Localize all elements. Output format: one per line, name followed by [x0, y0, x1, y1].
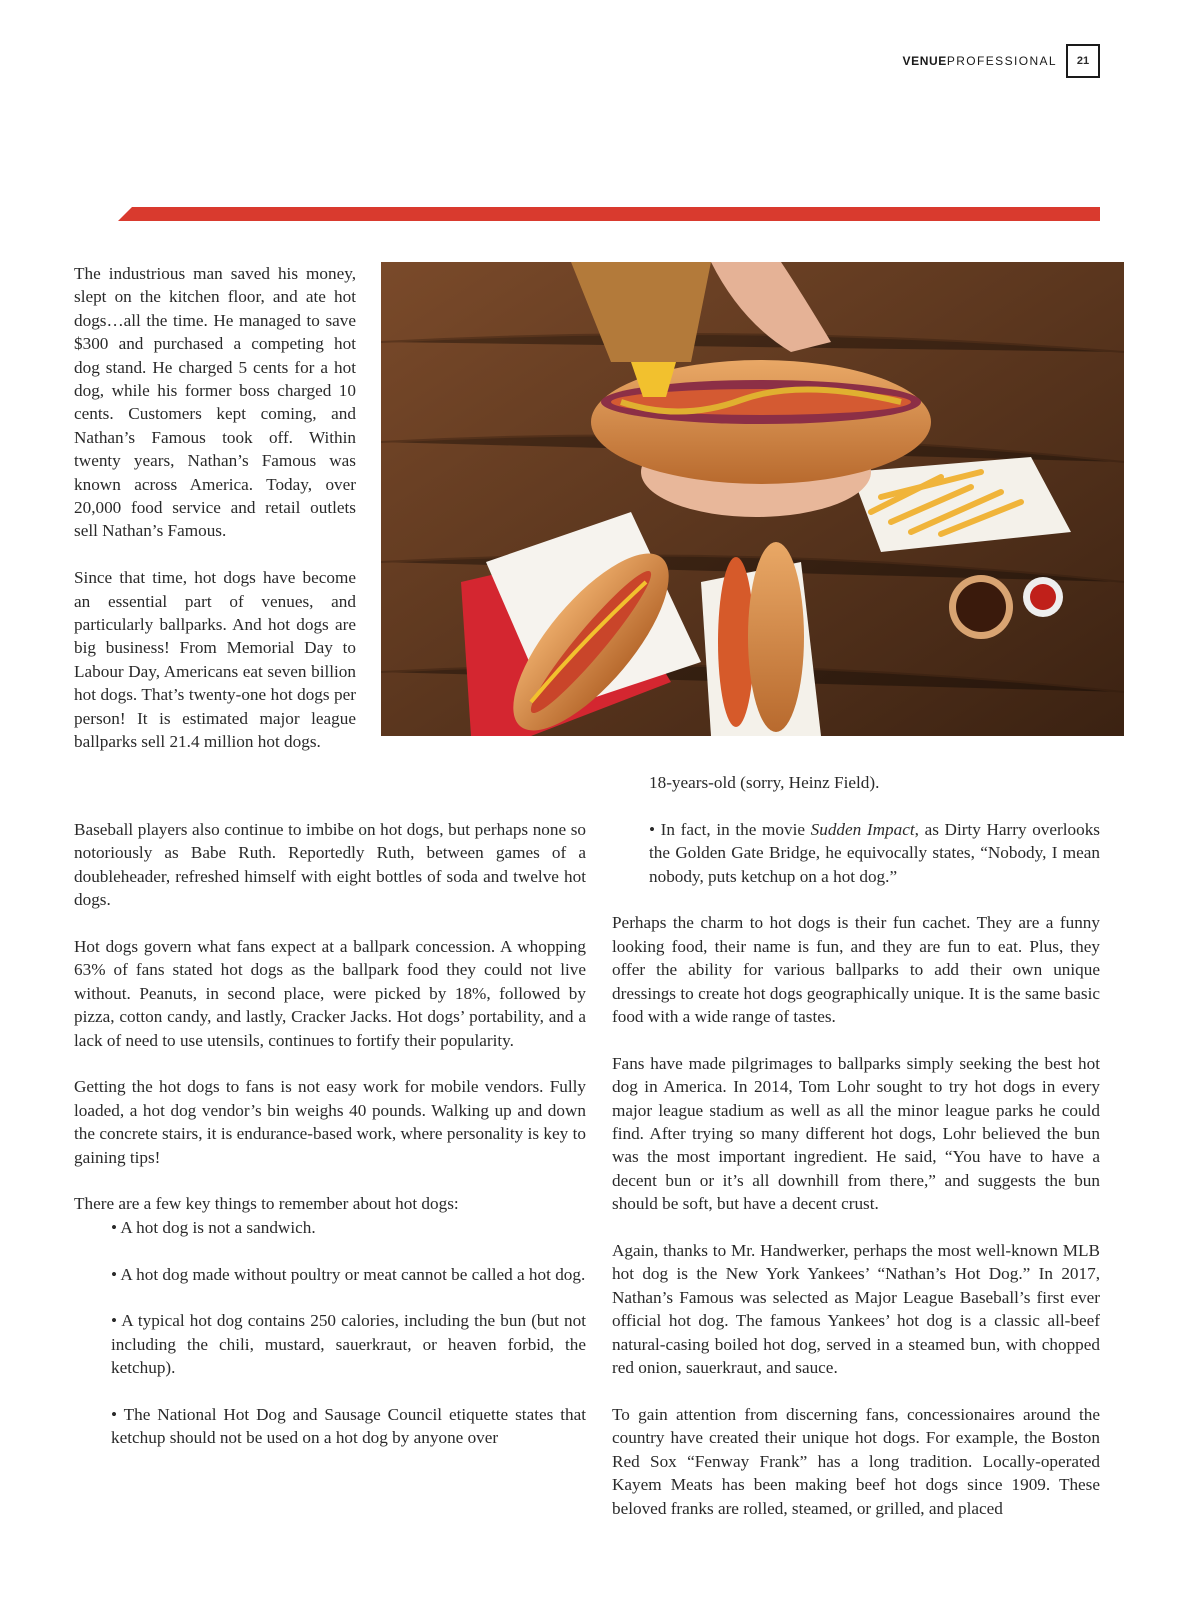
bullet-item: [612, 818, 1100, 888]
bullet-item: • A typical hot dog contains 250 calories, including the bun (but not including the chili, mustard, sauerkraut, or heaven forbid, the ketchup).: [111, 1311, 586, 1378]
masthead-subtitle: PROFESSIONAL: [946, 54, 1057, 68]
bullet-continuation: 18-years-old (sorry, Heinz Field).: [649, 773, 880, 792]
hot-dogs-photo: [381, 262, 1124, 736]
left-column-top: [74, 262, 356, 754]
paragraph: Getting the hot dogs to fans is not easy work for mobile vendors. Fully loaded, a hot dog vendor’s bin weighs 40 pounds. Walking up and down the concrete stairs, it is endurance-based work, where personality is key to gaining tips!: [74, 1077, 586, 1167]
bullet-text: , as Dirty Harry overlooks the Golden Gate Bridge, he equivocally states, “Nobody, I mean nobody, puts ketchup on a hot dog.”: [649, 819, 1100, 886]
movie-title: Sudden Impact: [810, 819, 915, 839]
red-accent-bar: [118, 207, 1100, 221]
page-number: 21: [1066, 44, 1100, 78]
bullet-text: • In fact, in the movie: [649, 819, 811, 839]
bullet-item: • A hot dog is not a sandwich.: [111, 1217, 316, 1237]
paragraph: Again, thanks to Mr. Handwerker, perhaps the most well-known MLB hot dog is the New York Yankees’ “Nathan’s Hot Dog.” In 2017, Nathan’s Famous was selected as Major League Baseball’s first ever official hot dog. The famous Yankees’ hot dog is a classic all-beef natural-casing boiled hot dog, served in a steamed bun, with chopped red onion, sauerkraut, and sauce.: [612, 1241, 1100, 1378]
paragraph: Hot dogs govern what fans expect at a ballpark concession. A whopping 63% of fans stated hot dogs as the ballpark food they could not live without. Peanuts, in second place, were picked by 18%, followed by pizza, cotton candy, and lastly, Cracker Jacks. Hot dogs’ portability, and a lack of need to use utensils, continues to fortify their popularity.: [74, 937, 586, 1050]
paragraph: To gain attention from discerning fans, concessionaires around the country have created their unique hot dogs. For example, the Boston Red Sox “Fenway Frank” has a long tradition. Locally-operated Kayem Meats has been making beef hot dogs since 1909. These beloved franks are rolled, steamed, or grilled, and placed: [612, 1404, 1100, 1518]
masthead-brand: VENUE: [902, 54, 947, 68]
paragraph: Fans have made pilgrimages to ballparks simply seeking the best hot dog in America. In 2014, Tom Lohr sought to try hot dogs in every major league stadium as well as all the minor league parks he could find. After trying so many different hot dogs, Lohr believed the bun was the most important ingredient. He said, “You have to have a decent bun or it’s all downhill from there,” and suggests the bun should be soft, but have a decent crust.: [612, 1053, 1100, 1214]
paragraph: There are a few key things to remember about hot dogs:: [74, 1194, 459, 1214]
paragraph: Perhaps the charm to hot dogs is their fun cachet. They are a funny looking food, their name is fun, and they are fun to eat. Plus, they offer the ability for various ballparks to add their own unique dressings to create hot dogs geographically unique. It is the same basic food with a wide range of tastes.: [612, 913, 1100, 1027]
left-column-bottom: [74, 818, 586, 1450]
paragraph: Since that time, hot dogs have become an essential part of venues, and particularly ballparks. And hot dogs are big business! From Memorial Day to Labour Day, Americans eat seven billion hot dogs. That’s twenty-one hot dogs per person! It is estimated major league ballparks sell 21.4 million hot dogs.: [74, 568, 356, 752]
bullet-item: • A hot dog made without poultry or meat cannot be called a hot dog.: [111, 1264, 586, 1284]
paragraph: Baseball players also continue to imbibe on hot dogs, but perhaps none so notoriously as Babe Ruth. Reportedly Ruth, between games of a doubleheader, refreshed himself with eight bottles of soda and twelve hot dogs.: [74, 820, 586, 910]
bullet-item: • The National Hot Dog and Sausage Council etiquette states that ketchup should not be used on a hot dog by anyone over: [111, 1405, 586, 1448]
right-column: [612, 771, 1100, 1520]
masthead: [902, 54, 1057, 68]
paragraph: The industrious man saved his money, slept on the kitchen floor, and ate hot dogs…all the time. He managed to save $300 and purchased a competing hot dog stand. He charged 5 cents for a hot dog, while his former boss charged 10 cents. Customers kept coming, and Nathan’s Famous took off. Within twenty years, Nathan’s Famous was known across America. Today, over 20,000 food service and retail outlets sell Nathan’s Famous.: [74, 264, 356, 541]
hot-dogs-illustration: [381, 262, 1124, 736]
page-header: [902, 44, 1100, 78]
